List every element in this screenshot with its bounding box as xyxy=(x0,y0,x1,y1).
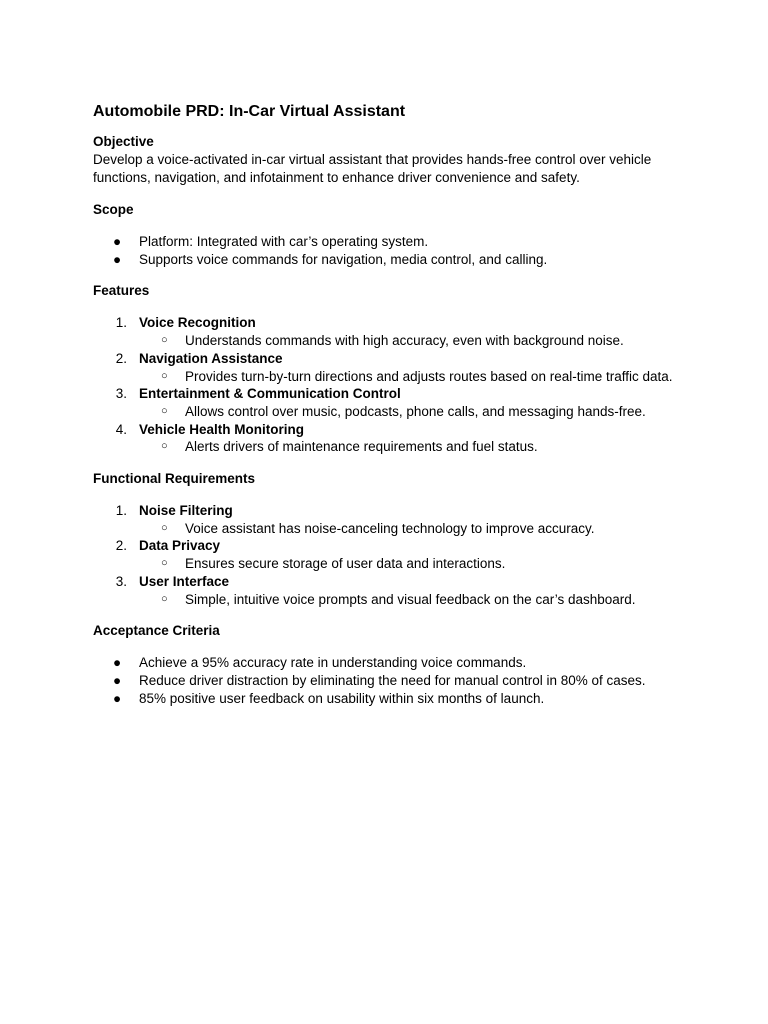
requirement-detail-text: Voice assistant has noise-canceling technology to improve accuracy. xyxy=(185,520,595,536)
criteria-item-text: 85% positive user feedback on usability within six months of launch. xyxy=(139,690,545,706)
scope-item xyxy=(93,233,693,251)
feature-item xyxy=(93,314,693,349)
acceptance-criteria-heading: Acceptance Criteria xyxy=(93,623,220,639)
requirement-detail-text: Ensures secure storage of user data and interactions. xyxy=(185,556,506,572)
criteria-item-text: Reduce driver distraction by eliminating the need for manual control in 80% of cases. xyxy=(139,672,646,688)
feature-detail-text: Understands commands with high accuracy, even with background noise. xyxy=(185,333,624,349)
functional-requirements-list xyxy=(93,502,693,608)
feature-title: Vehicle Health Monitoring xyxy=(139,421,305,437)
scope-item-text: Platform: Integrated with car’s operating system. xyxy=(139,234,429,249)
objective-heading: Objective xyxy=(93,134,154,149)
list-number: 3. xyxy=(115,573,127,589)
feature-item xyxy=(93,421,693,456)
objective-section xyxy=(93,133,693,187)
requirement-title: User Interface xyxy=(139,573,230,589)
bullet-icon: ● xyxy=(113,690,122,706)
requirement-item xyxy=(93,573,693,608)
feature-detail-text: Allows control over music, podcasts, phone calls, and messaging hands-free. xyxy=(185,403,646,419)
feature-item xyxy=(93,350,693,385)
scope-item xyxy=(93,251,693,269)
bullet-icon: ● xyxy=(113,672,122,688)
acceptance-criteria-list xyxy=(93,654,693,707)
scope-section xyxy=(93,201,693,268)
feature-detail xyxy=(139,368,685,386)
requirement-detail xyxy=(139,520,685,538)
feature-detail xyxy=(139,403,685,421)
hollow-bullet-icon: ○ xyxy=(161,369,168,382)
hollow-bullet-icon: ○ xyxy=(161,334,168,347)
document-page xyxy=(93,100,693,707)
feature-detail xyxy=(139,438,685,456)
criteria-item xyxy=(93,672,693,690)
bullet-icon: ● xyxy=(113,655,122,671)
features-heading: Features xyxy=(93,283,150,299)
feature-detail-text: Provides turn-by-turn directions and adjusts routes based on real-time traffic data. xyxy=(185,368,673,384)
criteria-item xyxy=(93,690,693,708)
hollow-bullet-icon: ○ xyxy=(161,404,168,417)
requirement-title: Data Privacy xyxy=(139,538,221,554)
requirement-item xyxy=(93,537,693,572)
feature-item xyxy=(93,385,693,420)
bullet-icon: ● xyxy=(113,251,122,267)
scope-item-text: Supports voice commands for navigation, media control, and calling. xyxy=(139,251,548,267)
criteria-item xyxy=(93,654,693,672)
hollow-bullet-icon: ○ xyxy=(161,521,168,534)
requirement-detail-text: Simple, intuitive voice prompts and visual feedback on the car’s dashboard. xyxy=(185,591,636,607)
document-title: Automobile PRD: In-Car Virtual Assistant xyxy=(93,103,406,120)
functional-requirements-heading: Functional Requirements xyxy=(93,471,256,487)
requirement-title: Noise Filtering xyxy=(139,503,233,519)
functional-requirements-section xyxy=(93,470,693,608)
features-section xyxy=(93,282,693,456)
acceptance-criteria-section xyxy=(93,622,693,707)
list-number: 1. xyxy=(115,503,127,519)
feature-title: Entertainment & Communication Control xyxy=(139,386,401,402)
hollow-bullet-icon: ○ xyxy=(161,557,168,570)
hollow-bullet-icon: ○ xyxy=(161,592,168,605)
feature-title: Voice Recognition xyxy=(139,315,256,331)
list-number: 4. xyxy=(115,421,127,437)
scope-list xyxy=(93,233,693,268)
requirement-detail xyxy=(139,591,685,609)
list-number: 3. xyxy=(115,386,127,402)
list-number: 2. xyxy=(115,538,127,554)
hollow-bullet-icon: ○ xyxy=(161,440,168,453)
requirement-detail xyxy=(139,555,685,573)
feature-detail xyxy=(139,332,685,350)
bullet-icon: ● xyxy=(113,234,122,249)
list-number: 1. xyxy=(115,315,127,331)
feature-title: Navigation Assistance xyxy=(139,350,283,366)
objective-text: Develop a voice-activated in-car virtual assistant that provides hands-free control over vehicle functions, navigation, and infotainment to enhance driver convenience and safety. xyxy=(93,152,652,185)
list-number: 2. xyxy=(115,350,127,366)
criteria-item-text: Achieve a 95% accuracy rate in understanding voice commands. xyxy=(139,655,527,671)
feature-detail-text: Alerts drivers of maintenance requirements and fuel status. xyxy=(185,439,538,455)
scope-heading: Scope xyxy=(93,202,134,217)
features-list xyxy=(93,314,693,456)
requirement-item xyxy=(93,502,693,537)
